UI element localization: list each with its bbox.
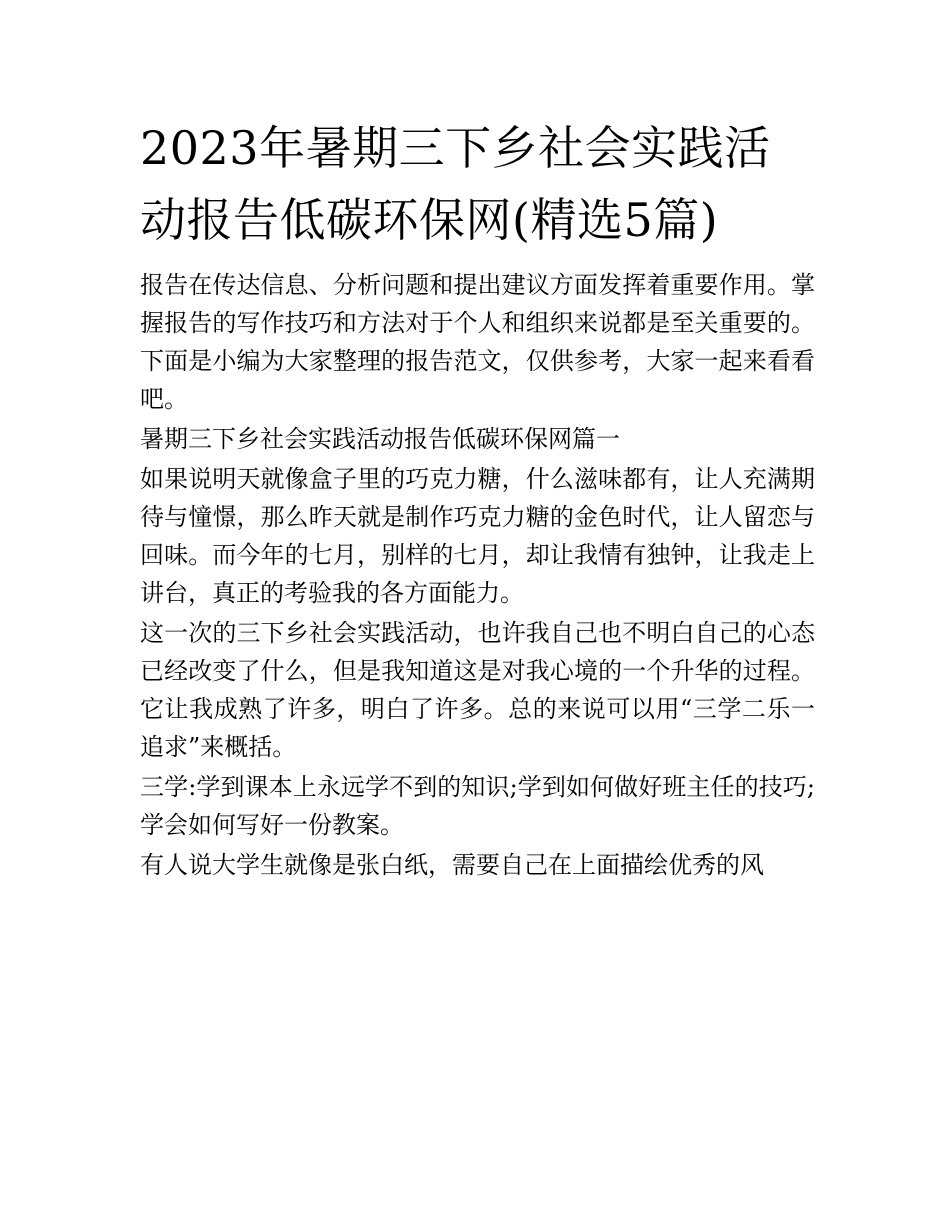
section-heading: 暑期三下乡社会实践活动报告低碳环保网篇一: [140, 425, 620, 453]
intro-paragraph: 报告在传达信息、分析问题和提出建议方面发挥着重要作用。掌握报告的写作技巧和方法对于个人和组织来说都是至关重要的。下面是小编为大家整理的报告范文，仅供参考，大家一起来看看吧。: [140, 271, 815, 413]
body-paragraph: 有人说大学生就像是张白纸，需要自己在上面描绘优秀的风: [140, 851, 764, 879]
body-paragraph: 如果说明天就像盒子里的巧克力糖，什么滋味都有，让人充满期待与憧憬，那么昨天就是制作巧克力糖的金色时代，让人留恋与回味。而今年的七月，别样的七月，却让我情有独钟，让我走上讲台，真正的考验我的各方面能力。: [140, 465, 815, 607]
document-title: 2023年暑期三下乡社会实践活动报告低碳环保网(精选5篇): [140, 121, 771, 247]
document-body: [140, 112, 815, 884]
body-paragraph: 这一次的三下乡社会实践活动，也许我自己也不明白自己的心态已经改变了什么，但是我知道这是对我心境的一个升华的过程。它让我成熟了许多，明白了许多。总的来说可以用“三学二乐一追求”来概括。: [140, 619, 815, 761]
body-paragraph: 三学:学到课本上永远学不到的知识;学到如何做好班主任的技巧;学会如何写好一份教案。: [140, 773, 815, 839]
